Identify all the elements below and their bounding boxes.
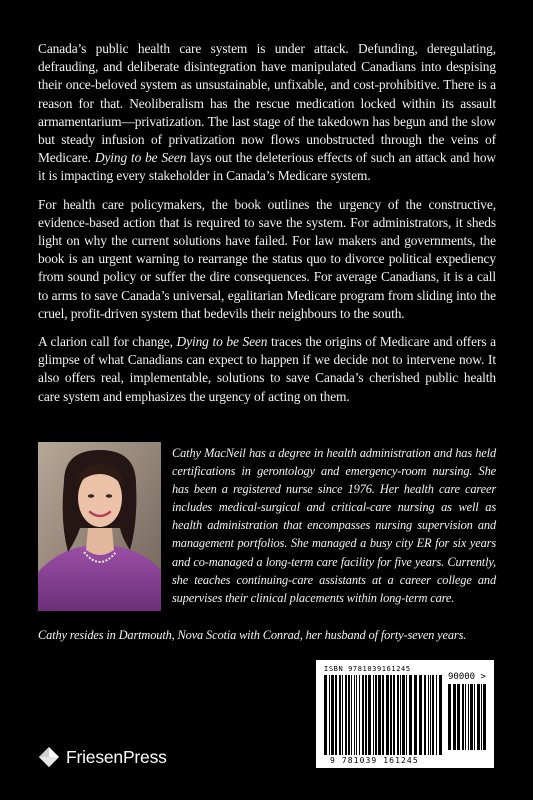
barcode-bar — [432, 675, 434, 755]
barcode-bar — [339, 675, 341, 755]
barcode-bar — [354, 675, 355, 755]
barcode-bar — [362, 675, 364, 755]
barcode-bar — [368, 675, 371, 755]
barcode-bar — [356, 675, 357, 755]
barcode-bar — [462, 684, 464, 750]
isbn-barcode — [316, 660, 494, 768]
barcode-bar — [402, 675, 405, 755]
book-blurb — [38, 40, 496, 416]
barcode-bar — [406, 675, 407, 755]
barcode-bars-addon — [448, 684, 488, 750]
barcode-bar — [439, 675, 442, 755]
barcode-bar — [465, 684, 466, 750]
barcode-bar — [365, 675, 367, 755]
blurb-paragraph-1: Canada’s public health care system is under attack. Defunding, deregulating, defrauding, and deliberate disintegration have manipulated Canadians into despising their once-beloved system as unsustainable, unfixable, and cost-prohibitive. There is a reason for that. Neoliberalism has the rescue medication locked within its assault armamentarium—privatization. The last stage of the takedown has begun and the slow but steady infusion of privatization now flows unobstructed through the veins of Medicare. Dying to be Seen lays out the deleterious effects of such an attack and how it is impacting every stakeholder in Canada’s Medicare system. — [38, 41, 496, 184]
barcode-bar — [386, 675, 389, 755]
barcode-bar — [345, 675, 347, 755]
barcode-bar — [477, 684, 480, 750]
author-residence: Cathy resides in Dartmouth, Nova Scotia with Conrad, her husband of forty-seven years. — [38, 628, 467, 642]
barcode-bar — [414, 675, 417, 755]
barcode-bar — [382, 675, 384, 755]
author-bio: Cathy MacNeil has a degree in health administration and has held certifications in gerontology and emergency-room nursing. She has been a registered nurse since 1976. Her health care career includes medical-surgical and critical-care nursing as well as health administration that encompasses nursing supervision and management portfolios. She managed a busy city ER for six years and co-managed a long-term care facility for five years. Currently, she teaches continuing-care assistants at a career college and supervises their clinical placements within long-term care. — [172, 446, 496, 605]
publisher-name: FriesenPress — [66, 746, 167, 767]
barcode-bar — [428, 675, 429, 755]
barcode-bar — [468, 684, 469, 750]
price-code: 90000 > — [448, 672, 486, 682]
barcode-bar — [324, 675, 327, 755]
publisher-logo — [38, 744, 167, 770]
isbn-bottom-label: 9 781039 161245 — [330, 756, 419, 765]
barcode-bar — [424, 675, 426, 755]
blurb-paragraph-3: A clarion call for change, Dying to be Seen traces the origins of Medicare and offers a glimpse of what Canadians can expect to happen if we decide not to intervene now. It also offers real, implementable, solutions to save Canada’s cherished public health care system and emphasizes the urgency of acting on them. — [38, 334, 496, 404]
barcode-bar — [436, 675, 437, 755]
barcode-bar — [348, 675, 350, 755]
barcode-bars-main — [324, 675, 444, 755]
barcode-bar — [390, 675, 392, 755]
author-portrait-drawing — [38, 442, 161, 611]
barcode-bar — [335, 675, 337, 755]
barcode-bar — [457, 684, 460, 750]
book-title-mention: Dying to be Seen — [94, 150, 187, 166]
barcode-bar — [378, 675, 381, 755]
barcode-bar — [397, 675, 399, 755]
barcode-bar — [342, 675, 343, 755]
blurb-paragraph-2: For health care policymakers, the book outlines the urgency of the constructive, evidence-based action that is required to save the system. For administrators, it sheds light on why the current solutions have failed. For law makers and governments, the book is an urgent warning to rearrange the status quo to divorce political expediency from sound policy or suffer the dire consequences. For average Canadians, it is a call to arms to save Canada’s universal, egalitarian Medicare program from sliding into the cruel, profit-driven system that bedevils their neighbours to the south. — [38, 196, 496, 321]
barcode-bar — [400, 675, 401, 755]
isbn-top-label: ISBN 9781039161245 — [324, 665, 411, 673]
barcode-bar — [481, 684, 482, 750]
barcode-bar — [375, 675, 377, 755]
barcode-bar — [483, 684, 486, 750]
barcode-bar — [331, 675, 334, 755]
barcode-bar — [359, 675, 360, 755]
barcode-bar — [474, 684, 475, 750]
book-title-mention: Dying to be Seen — [176, 334, 268, 350]
barcode-bar — [453, 684, 456, 750]
barcode-bar — [419, 675, 422, 755]
barcode-bar — [373, 675, 374, 755]
barcode-bar — [393, 675, 395, 755]
author-portrait — [38, 442, 161, 611]
barcode-bar — [329, 675, 330, 755]
barcode-bar — [409, 675, 412, 755]
barcode-bar — [351, 675, 352, 755]
diamond-logo-icon — [38, 746, 60, 768]
barcode-bar — [448, 684, 451, 750]
barcode-bar — [470, 684, 473, 750]
barcode-bar — [430, 675, 431, 755]
